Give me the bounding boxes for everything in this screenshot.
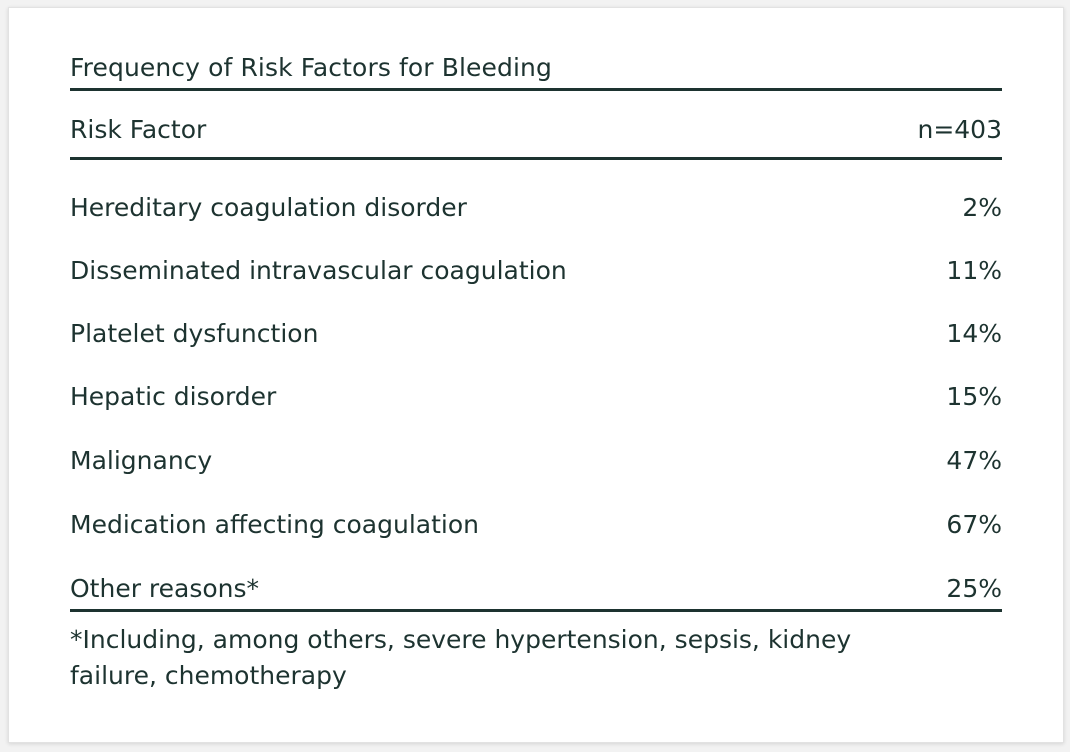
row-value: 11% <box>946 256 1002 285</box>
row-value: 15% <box>946 382 1002 411</box>
row-value: 25% <box>946 574 1002 603</box>
table-card <box>8 7 1064 743</box>
row-value: 2% <box>962 193 1002 222</box>
table-row <box>70 443 1002 479</box>
footnote-line: *Including, among others, severe hypertension, sepsis, kidney <box>70 625 852 654</box>
row-label: Other reasons* <box>70 574 260 603</box>
bottom-rule <box>70 609 1002 612</box>
row-label: Platelet dysfunction <box>70 319 319 348</box>
row-label: Hereditary coagulation disorder <box>70 193 467 222</box>
row-value: 47% <box>946 446 1002 475</box>
table-row <box>70 190 1002 226</box>
row-label: Malignancy <box>70 446 213 475</box>
header-value: n=403 <box>917 115 1002 144</box>
table-title: Frequency of Risk Factors for Bleeding <box>70 53 552 82</box>
row-label: Medication affecting coagulation <box>70 510 479 539</box>
table-row <box>70 571 1002 607</box>
top-rule <box>70 88 1002 91</box>
footnote-line: failure, chemotherapy <box>70 661 347 690</box>
header-row <box>70 112 1002 148</box>
row-value: 67% <box>946 510 1002 539</box>
table-row <box>70 253 1002 289</box>
row-label: Disseminated intravascular coagulation <box>70 256 567 285</box>
table-row <box>70 379 1002 415</box>
row-value: 14% <box>946 319 1002 348</box>
table-footnote <box>70 622 970 694</box>
header-rule <box>70 157 1002 160</box>
header-label: Risk Factor <box>70 115 207 144</box>
table-row <box>70 316 1002 352</box>
row-label: Hepatic disorder <box>70 382 277 411</box>
table-row <box>70 507 1002 543</box>
